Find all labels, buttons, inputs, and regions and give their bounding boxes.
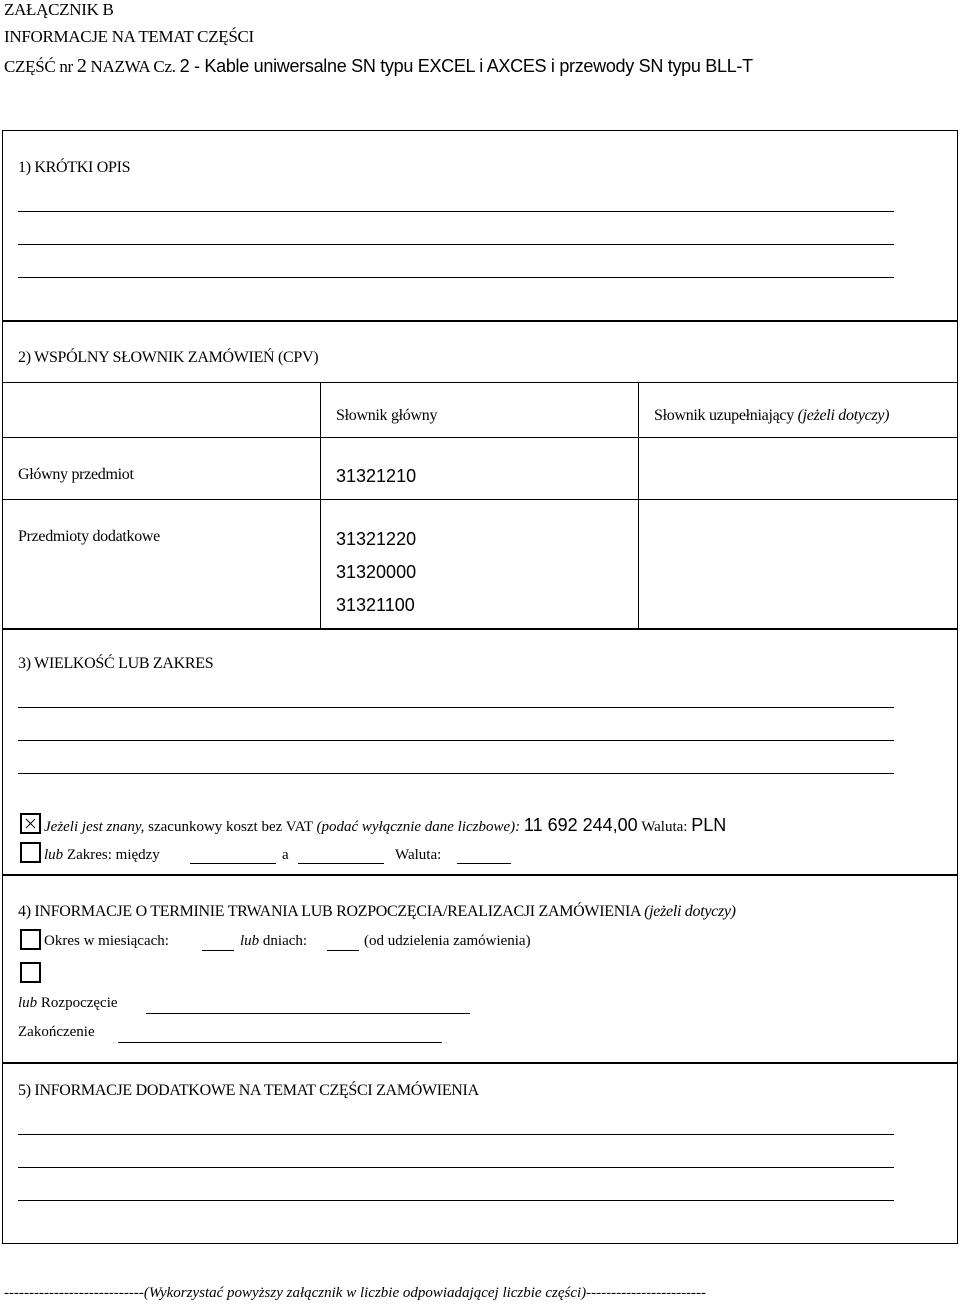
part-prefix: CZĘŚĆ nr: [4, 57, 73, 76]
section4-title-row: [18, 903, 736, 921]
months-days-checkbox[interactable]: [20, 929, 41, 950]
cost-label: szacunkowy koszt bez VAT: [148, 819, 313, 835]
cpv-extra-label: Przedmioty dodatkowe: [18, 528, 160, 545]
footer-dashes-right: ------------------------: [586, 1285, 707, 1301]
months-label: Okres w miesiącach:: [44, 933, 169, 949]
cost-label-italic: Jeżeli: [44, 819, 79, 835]
cpv-main-label: Główny przedmiot: [18, 466, 134, 483]
start-date-field[interactable]: [146, 1013, 470, 1014]
additional-line-2[interactable]: [18, 1167, 894, 1168]
additional-line-3[interactable]: [18, 1200, 894, 1201]
days-field[interactable]: [327, 950, 359, 951]
section1-title: 1) KRÓTKI OPIS: [18, 159, 131, 176]
footer-note: [4, 1285, 706, 1302]
cost-label-known: jest znany,: [81, 819, 145, 835]
cpv-main-value: 31321210: [336, 466, 417, 486]
annex-subtitle: INFORMACJE NA TEMAT CZĘŚCI: [4, 27, 254, 46]
description-line-3[interactable]: [18, 277, 894, 278]
currency-label: Waluta:: [641, 819, 688, 835]
start-lub: lub: [18, 995, 38, 1011]
part-name: 2 - Kable uniwersalne SN typu EXCEL i AXCES i przewody SN typu BLL-T: [179, 56, 753, 76]
check-x-icon: [22, 815, 39, 832]
range-label: Zakres: między: [66, 847, 160, 863]
part-heading: [4, 55, 753, 78]
days-lub: lub: [240, 933, 260, 949]
scope-line-3[interactable]: [18, 773, 894, 774]
days-label: dniach:: [262, 933, 308, 949]
scope-line-2[interactable]: [18, 740, 894, 741]
cpv-extra-value: 31321100: [336, 595, 415, 615]
cpv-col-supp: [654, 407, 889, 425]
cpv-col-supp-label: Słownik uzupełniający: [654, 407, 794, 424]
cpv-col-divider-2: [638, 382, 639, 630]
section5-title: 5) INFORMACJE DODATKOWE NA TEMAT CZĘŚCI ZAMÓWIENIA: [18, 1082, 479, 1099]
cpv-col-supp-note: (jeżeli dotyczy): [797, 407, 890, 424]
days-row: [240, 933, 307, 950]
dates-checkbox[interactable]: [20, 962, 41, 983]
start-row: [18, 995, 118, 1012]
section4-title: 4) INFORMACJE O TERMINIE TRWANIA LUB ROZPOCZĘCIA/REALIZACJI ZAMÓWIENIA: [18, 903, 641, 920]
footer-dashes-left: ----------------------------: [4, 1285, 144, 1301]
end-date-field[interactable]: [118, 1042, 442, 1043]
cost-row: [44, 815, 726, 836]
range-from-field[interactable]: [190, 863, 276, 864]
part-number: 2: [76, 55, 87, 77]
description-line-1[interactable]: [18, 211, 894, 212]
section3-title: 3) WIELKOŚĆ LUB ZAKRES: [18, 655, 214, 672]
range-checkbox[interactable]: [20, 842, 41, 863]
end-label: Zakończenie: [18, 1024, 95, 1040]
footer-text: (Wykorzystać powyższy załącznik w liczbie odpowiadającej liczbie części): [143, 1285, 587, 1301]
cpv-divider-row: [2, 499, 958, 500]
range-to-field[interactable]: [298, 863, 384, 864]
annex-title: ZAŁĄCZNIK B: [4, 0, 114, 19]
cpv-col-main: Słownik główny: [336, 407, 438, 424]
range-currency-label: Waluta:: [395, 847, 442, 863]
part-name-label: NAZWA Cz.: [90, 57, 176, 76]
range-currency-field[interactable]: [457, 863, 511, 864]
range-and: a: [282, 847, 289, 863]
scope-line-1[interactable]: [18, 707, 894, 708]
cost-checkbox[interactable]: [20, 813, 41, 834]
cpv-extra-value: 31320000: [336, 562, 417, 582]
start-label: Rozpoczęcie: [40, 995, 118, 1011]
cpv-divider-header: [2, 437, 958, 438]
range-row: [44, 847, 160, 864]
cpv-extra-value: 31321220: [336, 529, 417, 549]
cpv-col-divider-1: [320, 382, 321, 630]
months-field[interactable]: [202, 950, 234, 951]
cost-note: (podać wyłącznie dane liczbowe):: [316, 819, 521, 835]
days-note: (od udzielenia zamówienia): [364, 933, 531, 949]
cost-value[interactable]: 11 692 244,00: [523, 815, 638, 835]
short-description-box: [2, 130, 958, 322]
range-lub: lub: [44, 847, 64, 863]
section4-title-note: (jeżeli dotyczy): [644, 903, 736, 920]
section2-title: 2) WSPÓLNY SŁOWNIK ZAMÓWIEŃ (CPV): [18, 349, 319, 366]
currency-value[interactable]: PLN: [691, 815, 727, 835]
additional-line-1[interactable]: [18, 1134, 894, 1135]
cpv-divider-top: [2, 382, 958, 383]
description-line-2[interactable]: [18, 244, 894, 245]
